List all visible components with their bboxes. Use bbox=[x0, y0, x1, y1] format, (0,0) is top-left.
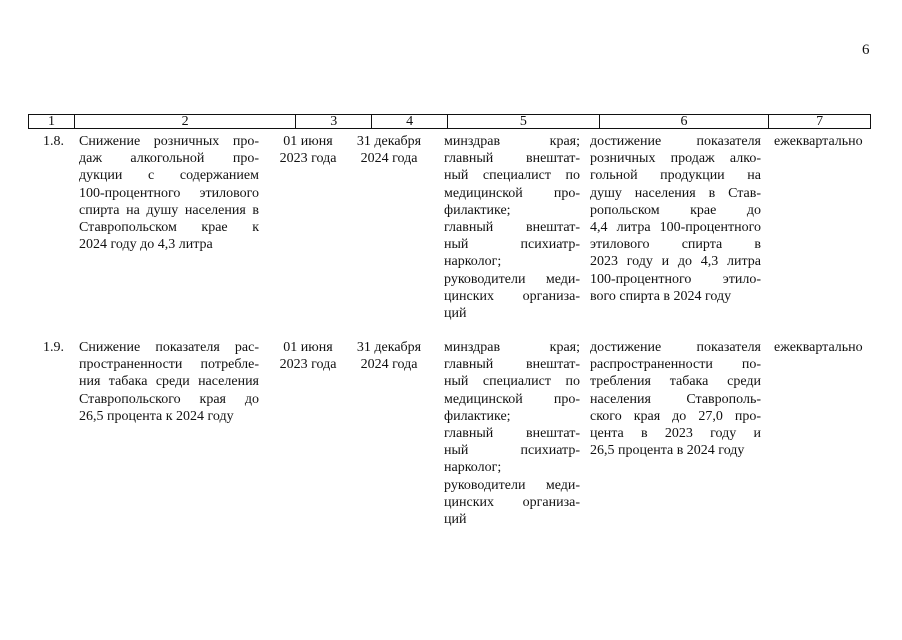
text-line: достижение показателя bbox=[590, 340, 761, 355]
text-line: медицинской про- bbox=[444, 185, 580, 201]
text-line: ния табака среди населения bbox=[79, 374, 259, 390]
frequency: ежеквартально bbox=[774, 134, 863, 149]
header-col-7: 7 bbox=[816, 114, 824, 129]
text-line: главный внештат- bbox=[444, 151, 580, 167]
frequency: ежеквартально bbox=[774, 340, 863, 355]
text-line: населения Ставрополь- bbox=[590, 391, 761, 407]
text-line: главный внештат- bbox=[444, 220, 580, 236]
text-line: 2023 года bbox=[279, 151, 337, 167]
text-line: 2023 года bbox=[279, 357, 337, 373]
text-line: 100-процентного этило- bbox=[590, 271, 761, 287]
text-line: цента в 2023 году и bbox=[590, 426, 761, 442]
text-line: требления табака среди bbox=[590, 374, 761, 390]
text-line: филактике; bbox=[444, 408, 511, 424]
end-date bbox=[352, 133, 426, 167]
text-line: минздрав края; bbox=[444, 134, 580, 149]
text-line: нарколог; bbox=[444, 460, 502, 476]
text-line: цинских организа- bbox=[444, 288, 580, 304]
text-line: вого спирта в 2024 году bbox=[590, 288, 732, 304]
text-line: ный специалист по bbox=[444, 168, 580, 184]
text-line: главный внештат- bbox=[444, 426, 580, 442]
text-line: 26,5 процента к 2024 году bbox=[79, 408, 234, 424]
text-line: гольной продукции на bbox=[590, 168, 761, 184]
end-date bbox=[352, 339, 426, 373]
text-line: 100-процентного этилового bbox=[79, 185, 259, 201]
text-line: медицинской про- bbox=[444, 391, 580, 407]
measure-title bbox=[79, 339, 259, 425]
text-line: цинских организа- bbox=[444, 494, 580, 510]
expected-result bbox=[590, 339, 761, 459]
text-line: душу населения в Став- bbox=[590, 185, 761, 201]
text-line: 26,5 процента в 2024 году bbox=[590, 443, 745, 459]
text-line: минздрав края; bbox=[444, 340, 580, 355]
text-line: 01 июня bbox=[283, 134, 333, 149]
text-line: дукции с содержанием bbox=[79, 168, 259, 184]
text-line: 2023 году и до 4,3 литра bbox=[590, 254, 761, 270]
text-line: этилового спирта в bbox=[590, 237, 761, 253]
text-line: Ставропольского края до bbox=[79, 391, 259, 407]
text-line: Снижение розничных про- bbox=[79, 134, 259, 149]
text-line: ный психиатр- bbox=[444, 237, 580, 253]
text-line: ций bbox=[444, 512, 467, 528]
text-line: ный специалист по bbox=[444, 374, 580, 390]
row-number: 1.9. bbox=[43, 340, 64, 355]
text-line: руководители меди- bbox=[444, 271, 580, 287]
measure-title bbox=[79, 133, 259, 253]
text-line: розничных продаж алко- bbox=[590, 151, 761, 167]
text-line: ского края до 27,0 про- bbox=[590, 408, 761, 424]
start-date bbox=[272, 133, 344, 167]
text-line: филактике; bbox=[444, 202, 511, 218]
text-line: главный внештат- bbox=[444, 357, 580, 373]
text-line: ропольском крае до bbox=[590, 202, 761, 218]
text-line: нарколог; bbox=[444, 254, 502, 270]
responsible bbox=[444, 133, 580, 322]
text-line: спирта на душу населения в bbox=[79, 202, 259, 218]
text-line: достижение показателя bbox=[590, 134, 761, 149]
text-line: Снижение показателя рас- bbox=[79, 340, 259, 355]
text-line: 2024 года bbox=[360, 151, 418, 167]
text-line: Ставропольском крае к bbox=[79, 220, 259, 236]
header-col-1: 1 bbox=[29, 115, 75, 128]
text-line: 2024 году до 4,3 литра bbox=[79, 237, 213, 253]
header-col-2: 2 bbox=[75, 115, 296, 128]
text-line: даж алкогольной про- bbox=[79, 151, 259, 167]
text-line: распространенности по- bbox=[590, 357, 761, 373]
text-line: 01 июня bbox=[283, 340, 333, 355]
text-line: 2024 года bbox=[360, 357, 418, 373]
text-line: ный психиатр- bbox=[444, 443, 580, 459]
text-line: 31 декабря bbox=[356, 340, 422, 355]
table-header-row bbox=[28, 114, 871, 129]
header-col-5: 5 bbox=[448, 115, 600, 128]
text-line: руководители меди- bbox=[444, 477, 580, 493]
start-date bbox=[272, 339, 344, 373]
header-col-4: 4 bbox=[372, 115, 448, 128]
text-line: 4,4 литра 100-процентного bbox=[590, 220, 761, 236]
header-col-3: 3 bbox=[296, 115, 372, 128]
page-number: 6 bbox=[862, 42, 870, 58]
header-col-6: 6 bbox=[600, 115, 770, 128]
expected-result bbox=[590, 133, 761, 305]
text-line: ций bbox=[444, 306, 467, 322]
text-line: пространенности потребле- bbox=[79, 357, 259, 373]
text-line: 31 декабря bbox=[356, 134, 422, 149]
responsible bbox=[444, 339, 580, 528]
row-number: 1.8. bbox=[43, 134, 64, 149]
